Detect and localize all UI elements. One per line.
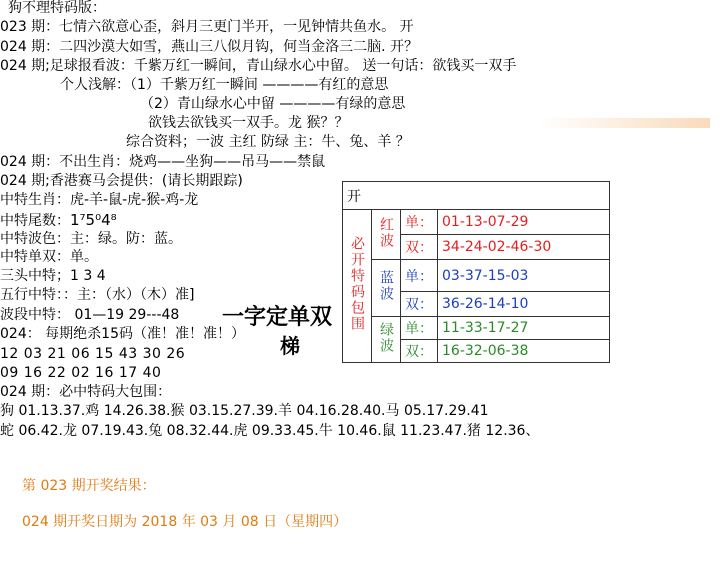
text-line-jue-nums1: 12 03 21 06 15 43 30 26 [0, 346, 186, 362]
box-nums: 01-13-07-29 [438, 210, 610, 235]
box-nums: 16-32-06-38 [438, 340, 610, 363]
slogan-line1: 一字定单双 [222, 304, 333, 330]
weishu-value: 1⁷5⁰4⁸ [70, 211, 117, 229]
box-kind: 双： [401, 235, 438, 260]
text-line-bao: 024 期：必中特码大包围： [0, 384, 172, 400]
text-line-boduan: 波段中特： 01—19 29---48 [0, 307, 180, 323]
text-line-zonghe: 综合资料；一波 主红 防绿 主：牛、兔、羊 ？ [126, 134, 410, 150]
text-line-weishu [0, 212, 117, 230]
text-line-wuxing: 五行中特：：主：（水）（木）准] [0, 287, 195, 303]
footer-date: 024 期开奖日期为 2018 年 03 月 08 日（星期四） [22, 514, 348, 530]
box-nums: 34-24-02-46-30 [438, 235, 610, 260]
box-vertical-label: 必开特码包围 [343, 210, 372, 363]
text-line-yuqian: 欲钱去欲钱买一双手。龙 猴？？ [148, 115, 349, 131]
text-line-buchu: 024 期：不出生肖：烧鸡——坐狗——吊马——禁鼠 [0, 154, 326, 170]
box-kind: 双： [401, 340, 438, 363]
box-kind: 双： [401, 292, 438, 317]
weishu-label: 中特尾数： [0, 213, 70, 229]
text-line-024b: 024 期;足球报看波：千紫万红一瞬间，青山绿水心中留。 送一句话：欲钱买一双手 [0, 58, 517, 74]
text-line-024a: 024 期：二四沙漠大如雪，燕山三八似月钩，何当金洛三二脑. 开？ [0, 39, 419, 55]
footer-result: 第 023 期开奖结果： [22, 478, 156, 494]
text-line-023: 023 期：七情六欲意心歪，斜月三更门半开，一见钟情共鱼水。 开 [0, 19, 414, 35]
green-label: 绿波 [372, 317, 401, 363]
text-line-person: 个人浅解：（1）千紫万红一瞬间 ————有红的意思 [60, 77, 389, 93]
box-header: 开 [343, 182, 610, 210]
text-line-bao1: 狗 01.13.37.鸡 14.26.38.猴 03.15.27.39.羊 04.16.28.40.马 05.17.29.41 [0, 403, 489, 419]
fade-bar [540, 118, 710, 128]
text-line-hk: 024 期;香港赛马会提供：(请长期跟踪) [0, 173, 243, 189]
box-kind: 单： [401, 260, 438, 292]
text-line-danshuang: 中特单双：单。 [0, 249, 98, 265]
text-line-jue: 024： 每期绝杀15码（准！准！准！） [0, 326, 245, 342]
box-nums: 03-37-15-03 [438, 260, 610, 292]
text-line-santou: 三头中特；1 3 4 [0, 268, 106, 284]
box-kind: 单： [401, 317, 438, 340]
text-line-zhongte-sx: 中特生肖：虎-羊-鼠-虎-猴-鸡-龙 [0, 192, 199, 208]
text-line-jue-nums2: 09 16 22 02 16 17 40 [0, 365, 162, 381]
numbers-box [342, 181, 610, 363]
text-line-bao2: 蛇 06.42.龙 07.19.43.兔 08.32.44.虎 09.33.45.牛 10.46.鼠 11.23.47.猪 12.36、 [0, 423, 540, 439]
slogan-line2: 梯 [280, 334, 300, 358]
text-line-bose: 中特波色：主：绿。防：蓝。 [0, 231, 182, 247]
page-title: 狗不理特码版： [8, 0, 106, 16]
red-label: 红波 [372, 210, 401, 260]
box-nums: 11-33-17-27 [438, 317, 610, 340]
box-nums: 36-26-14-10 [438, 292, 610, 317]
text-line-two: （2）青山绿水心中留 ————有绿的意思 [140, 96, 406, 112]
blue-label: 蓝波 [372, 260, 401, 317]
box-kind: 单： [401, 210, 438, 235]
